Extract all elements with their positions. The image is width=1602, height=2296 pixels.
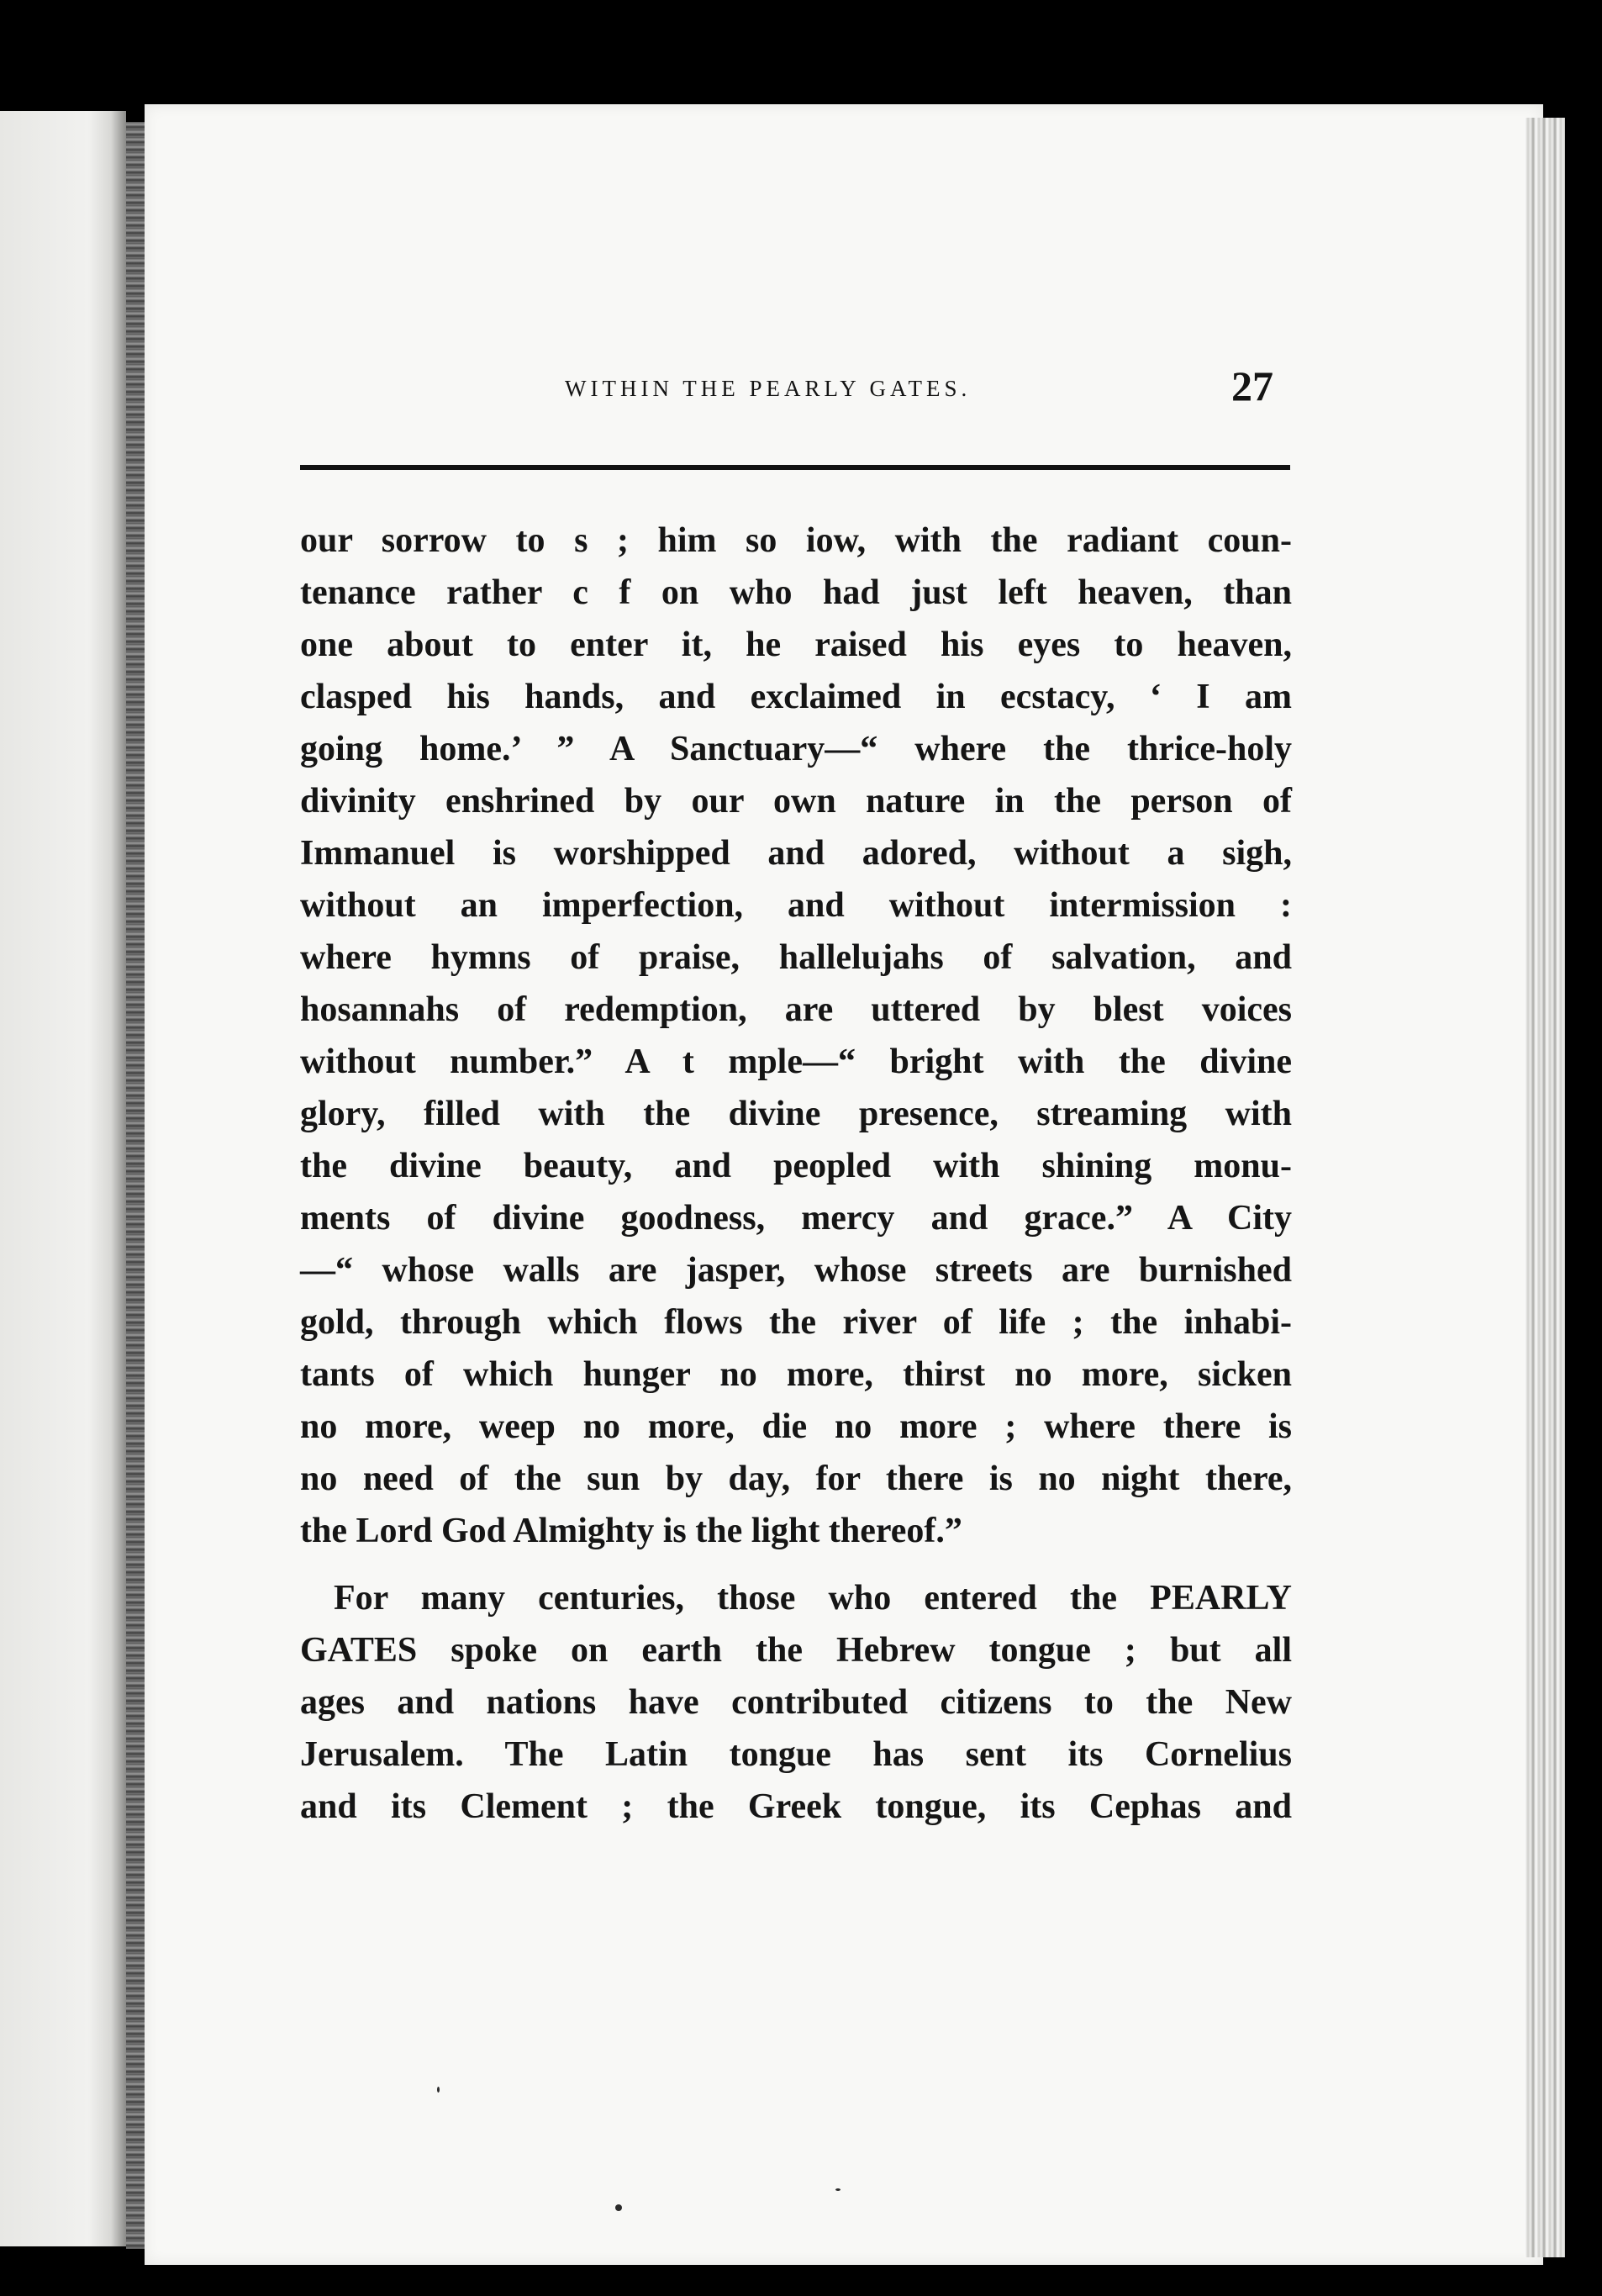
book-gutter [126, 122, 145, 2249]
header-rule [300, 465, 1290, 470]
text-line: Jerusalem. The Latin tongue has sent its Cornelius [300, 1735, 1292, 1774]
text-line: clasped his hands, and exclaimed in ecstacy, ‘ I am [300, 678, 1292, 716]
text-line: —“ whose walls are jasper, whose streets are burnished [300, 1251, 1292, 1290]
page-number: 27 [1231, 362, 1273, 409]
text-line: Immanuel is worshipped and adored, without a sigh, [300, 834, 1292, 873]
paragraph-start-line: For many centuries, those who entered the PEARLY [334, 1579, 1292, 1618]
text-line: the divine beauty, and peopled with shining monu- [300, 1147, 1292, 1185]
text-line: tenance rather c f on who had just left heaven, than [300, 573, 1292, 612]
facing-page-margin [0, 111, 126, 2246]
text-line: gold, through which flows the river of life ; the inhabi- [300, 1303, 1292, 1342]
body-text [300, 515, 1292, 1833]
text-line: no need of the sun by day, for there is no night there, [300, 1459, 1292, 1498]
text-line: one about to enter it, he raised his eyes to heaven, [300, 625, 1292, 664]
scan-speck [835, 2188, 841, 2191]
text-line: no more, weep no more, die no more ; where there is [300, 1407, 1292, 1446]
text-line: hosannahs of redemption, are uttered by blest voices [300, 990, 1292, 1029]
text-line: without number.” A t mple—“ bright with the divine [300, 1042, 1292, 1081]
text-line: ages and nations have contributed citizens to the New [300, 1683, 1292, 1722]
text-line: glory, filled with the divine presence, streaming with [300, 1095, 1292, 1133]
running-title: WITHIN THE PEARLY GATES. [565, 376, 972, 401]
text-line: going home.’ ” A Sanctuary—“ where the thrice-holy [300, 730, 1292, 768]
text-line: divinity enshrined by our own nature in the person of [300, 782, 1292, 821]
text-line: GATES spoke on earth the Hebrew tongue ; but all [300, 1631, 1292, 1670]
text-line: without an imperfection, and without intermission : [300, 886, 1292, 925]
text-line: our sorrow to s ; him so iow, with the radiant coun- [300, 521, 1292, 560]
text-line: tants of which hunger no more, thirst no more, sicken [300, 1355, 1292, 1394]
text-line: and its Clement ; the Greek tongue, its Cephas and [300, 1787, 1292, 1826]
scan-speck [437, 2087, 440, 2093]
text-line: where hymns of praise, hallelujahs of salvation, and [300, 938, 1292, 977]
scan-speck [615, 2204, 622, 2211]
page-edges [1525, 118, 1565, 2257]
text-line: the Lord God Almighty is the light thereof.” [300, 1512, 962, 1550]
text-line: ments of divine goodness, mercy and grace.” A City [300, 1199, 1292, 1238]
